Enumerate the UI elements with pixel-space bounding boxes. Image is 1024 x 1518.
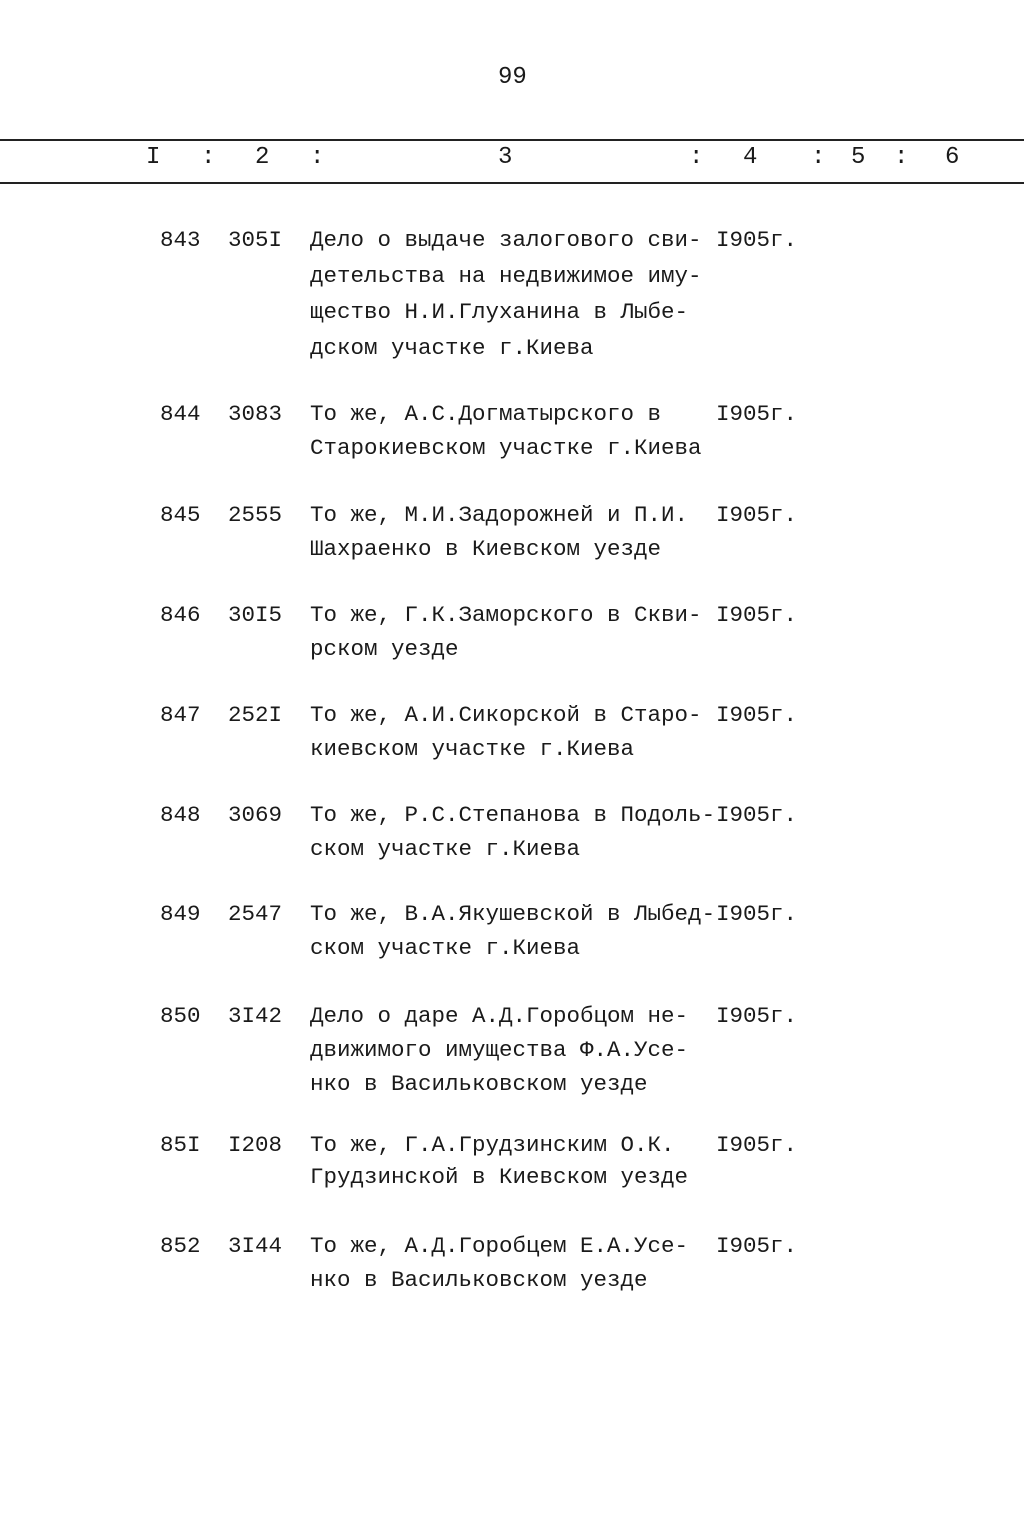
description-line: Дело о даре А.Д.Горобцом не- [310,1003,689,1029]
item-description [310,397,702,465]
description-line: нко в Васильковском уезде [310,1071,648,1097]
description-line: щество Н.И.Глуханина в Лыбе- [310,299,689,325]
column-header-4: 4 [743,144,758,171]
description-line: Грудзинской в Киевском уезде [310,1164,689,1190]
item-year: I905г. [716,502,798,528]
item-number: 85I [160,1132,201,1158]
column-header-3: 3 [498,144,513,171]
item-year: I905г. [716,901,798,927]
column-header-6: 6 [945,144,960,171]
column-separator: : [201,144,216,171]
item-description [310,1129,688,1193]
item-number: 849 [160,901,201,927]
column-separator: : [894,144,909,171]
item-number: 846 [160,602,201,628]
item-description [310,897,715,965]
column-separator: : [310,144,325,171]
item-number: 852 [160,1233,201,1259]
file-code: 2555 [228,502,283,528]
file-code: 3069 [228,802,283,828]
description-line: нко в Васильковском уезде [310,1267,648,1293]
item-number: 847 [160,702,201,728]
item-number: 843 [160,227,201,253]
item-description [310,698,702,766]
item-year: I905г. [716,401,798,427]
file-code: 305I [228,227,283,253]
file-code: 252I [228,702,283,728]
column-header-2: 2 [255,144,270,171]
description-line: То же, Р.С.Степанова в Подоль- [310,802,716,828]
item-year: I905г. [716,602,798,628]
item-description [310,598,702,666]
item-number: 850 [160,1003,201,1029]
description-line: То же, А.И.Сикорской в Старо- [310,702,702,728]
item-year: I905г. [716,227,798,253]
description-line: То же, М.И.Задорожней и П.И. [310,502,689,528]
file-code: 2547 [228,901,283,927]
item-year: I905г. [716,702,798,728]
file-code: 3I42 [228,1003,283,1029]
item-year: I905г. [716,1233,798,1259]
file-code: I208 [228,1132,283,1158]
file-code: 3083 [228,401,283,427]
item-number: 844 [160,401,201,427]
column-separator: : [811,144,826,171]
item-number: 848 [160,802,201,828]
column-header-5: 5 [851,144,866,171]
description-line: Дело о выдаче залогового сви- [310,227,702,253]
description-line: Старокиевском участке г.Киева [310,435,702,461]
description-line: Шахраенко в Киевском уезде [310,536,662,562]
description-line: ском участке г.Киева [310,935,581,961]
description-line: То же, А.Д.Горобцем Е.А.Усе- [310,1233,689,1259]
description-line: киевском участке г.Киева [310,736,635,762]
item-number: 845 [160,502,201,528]
description-line: То же, В.А.Якушевской в Лыбед- [310,901,716,927]
description-line: рском уезде [310,636,459,662]
description-line: То же, Г.К.Заморского в Скви- [310,602,702,628]
item-description [310,1229,688,1297]
header-top-rule [0,139,1024,141]
item-year: I905г. [716,802,798,828]
item-description [310,999,688,1101]
page-number: 99 [498,64,527,91]
description-line: ском участке г.Киева [310,836,581,862]
file-code: 30I5 [228,602,283,628]
item-description [310,222,702,366]
column-separator: : [689,144,704,171]
description-line: То же, Г.А.Грудзинским О.К. [310,1132,675,1158]
description-line: дском участке г.Киева [310,335,594,361]
header-bottom-rule [0,182,1024,184]
description-line: движимого имущества Ф.А.Усе- [310,1037,689,1063]
column-header-1: I [146,144,161,171]
item-year: I905г. [716,1003,798,1029]
item-description [310,798,715,866]
item-year: I905г. [716,1132,798,1158]
file-code: 3I44 [228,1233,283,1259]
description-line: детельства на недвижимое иму- [310,263,702,289]
description-line: То же, А.С.Догматырского в [310,401,662,427]
item-description [310,498,688,566]
